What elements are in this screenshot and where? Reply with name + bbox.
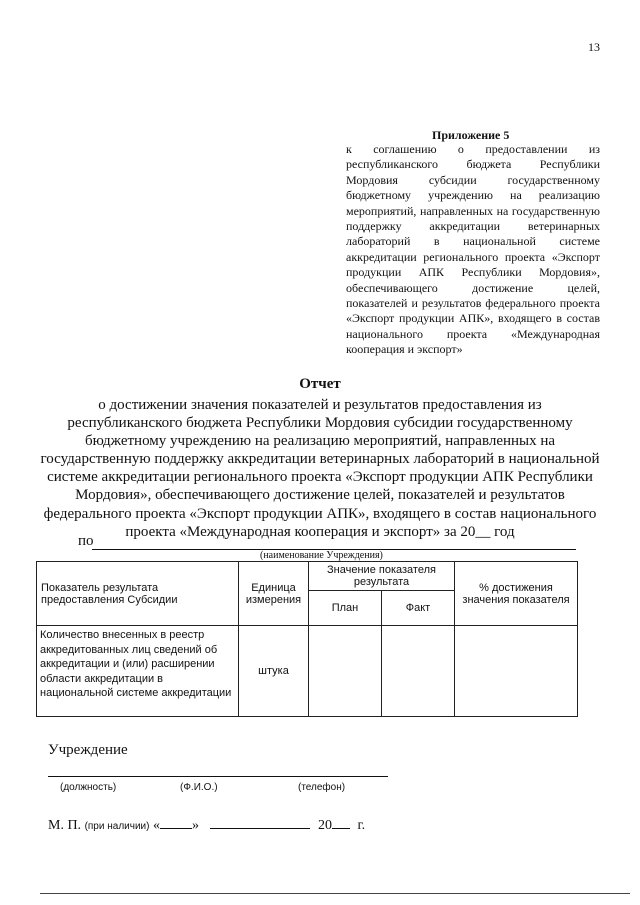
stamp-if-any: (при наличии) (84, 821, 150, 832)
cell-unit: штука (239, 626, 309, 717)
institution-name-hint: (наименование Учреждения) (260, 550, 383, 561)
header-fact: Факт (382, 591, 455, 626)
phone-hint: (телефон) (298, 782, 346, 793)
fio-hint: (Ф.И.О.) (180, 782, 218, 793)
appendix-text: к соглашению о предоставлении из республиканского бюджета Республики Мордовия субсидии государственному бюджетному учреждению на реализацию мероприятий, направленных на государственную поддержку аккредитации ветеринарных лабораторий в национальной системе аккредитации регионального проекта «Экспорт продукции АПК Республики Мордовия», обеспечивающего достижение целей, показателей и результатов федерального проекта «Экспорт продукции АПК», входящего в состав национального проекта «Международная кооперация и экспорт» (346, 142, 600, 357)
stamp-date-row (48, 816, 365, 834)
cell-indicator: Количество внесенных в реестр аккредитованных лиц сведений об аккредитации и (или) расширении области аккредитации в национальной системе аккредитации (37, 626, 239, 717)
day-blank (160, 816, 192, 829)
report-subtitle: о достижении значения показателей и результатов предоставления из республиканского бюджета Республики Мордовия субсидии государственному бюджетному учреждению на реализацию мероприятий, направленных на государственную поддержку аккредитации ветеринарных лабораторий в национальной системе аккредитации регионального проекта «Экспорт продукции АПК Республики Мордовия», обеспечивающего достижение целей, показателей и результатов федерального проекта «Экспорт продукции АПК», входящего в состав национального проекта «Международная кооперация и экспорт» за 20__ год (40, 397, 600, 540)
header-plan: План (309, 591, 382, 626)
header-value-group: Значение показателя результата (309, 562, 455, 591)
header-unit: Единица измерения (239, 562, 309, 626)
cell-percent (455, 626, 578, 717)
appendix-title: Приложение 5 (432, 128, 510, 142)
po-label: по (78, 533, 94, 549)
position-hint: (должность) (60, 782, 117, 793)
header-percent: % достижения значения показателя (455, 562, 578, 626)
table-row (37, 626, 578, 717)
month-blank (210, 816, 310, 829)
footer-divider (40, 893, 630, 894)
signature-line (48, 776, 388, 777)
results-table (36, 561, 578, 717)
year-blank (332, 816, 350, 829)
cell-fact (382, 626, 455, 717)
table-header-row (37, 562, 578, 591)
header-indicator: Показатель результата предоставления Субсидии (37, 562, 239, 626)
open-quote: « (152, 818, 160, 833)
page-number: 13 (588, 40, 600, 54)
year-suffix: г. (357, 818, 366, 833)
report-title: Отчет (299, 376, 341, 392)
year-prefix: 20 (317, 818, 332, 833)
institution-label: Учреждение (48, 742, 128, 758)
stamp-label: М. П. (48, 818, 82, 833)
cell-plan (309, 626, 382, 717)
close-quote: » (191, 818, 199, 833)
